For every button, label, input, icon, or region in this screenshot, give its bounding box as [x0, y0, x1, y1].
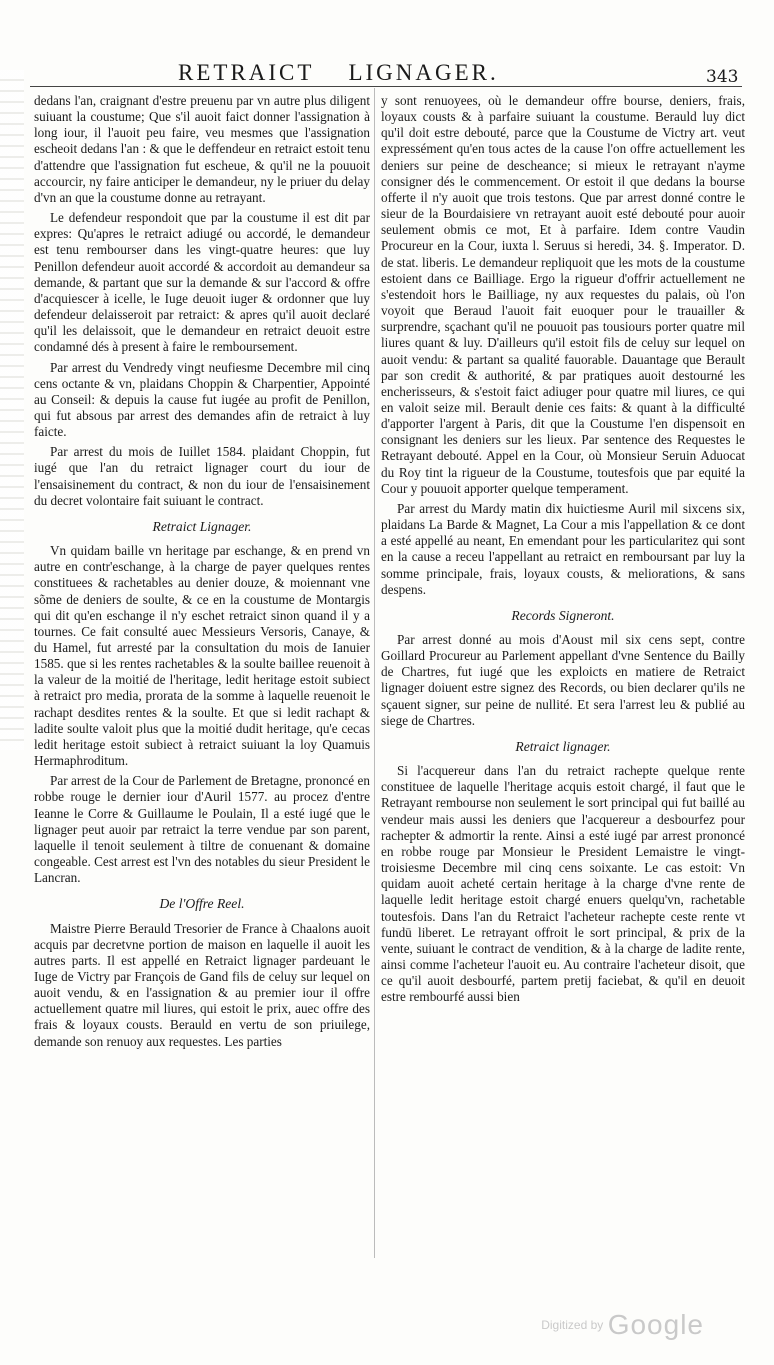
section-heading: Retraict Lignager.	[152, 518, 252, 534]
paragraph: dedans l'an, craignant d'estre preuenu par vn autre plus diligent suiuant la coustume; Que s'il auoit faict donner l'assignation à long iour, il l'auoit peu faire, veu mesmes que l'assignation escheoit dedans l'an : & que le deffendeur en retraict estoit tenu d'attendre que l'assignation fut escheue, & qu'il ne la pouuoit accourcir, ny faire anticiper le demandeur, ny le priuer du delay d'vn an que la coustume donne au retrayant.	[34, 93, 370, 205]
paragraph: Par arrest du Vendredy vingt neufiesme Decembre mil cinq cens octante & vn, plaidans Choppin & Charpentier, Appointé au Conseil: & depuis la cause fut iugée au profit de Penillon, qui fut absous par arrest des demandes afin de retraict à luy faicte.	[34, 359, 370, 440]
google-logo: Google	[607, 1309, 704, 1340]
paragraph: Vn quidam baille vn heritage par eschange, & en prend vn autre en contr'eschange, à la charge de payer quelques rentes constituees & rachetables au denier douze, & moiennant vne sõme de deniers de soulte, & ce en la coustume de Montargis qui dit qu'en eschange il n'y eschet retraict sinon quand il y a tournes. Ce fait consulté auec Messieurs Versoris, Canaye, & du Hamel, fut arresté par la consultation du mois de Ianuier 1585. que si les rentes rachetables & la soulte baillee reuenoit à la valeur de la moitié de l'heritage, ledit heritage estoit subiect à retraict pro media, prorata de la somme à laquelle reuenoit le rachapt desdites rentes & la soulte. Et que si ledit rachapt & ladite soulte valoit plus que la moitié dudit heritage, qu'e cecas ledit heritage estoit subiect à retraict suiuant la loy Quamuis Hermaphroditum.	[34, 543, 370, 769]
paragraph: Par arrest du Mardy matin dix huictiesme Auril mil sixcens six, plaidans La Barde & Magnet, La Cour a mis l'appellation & ce dont a esté appellé au neant, En emendant pour les particularitez qui sont en la cause a receu l'appellant au retraict en remboursant par luy la somme principale, frais, loyaux cousts, & meliorations, & sans despens.	[381, 500, 745, 597]
section-heading: De l'Offre Reel.	[159, 896, 245, 912]
page-number: 343	[706, 67, 739, 87]
paragraph: Par arrest de la Cour de Parlement de Bretagne, prononcé en robbe rouge le dernier iour d'Auril 1577. au procez d'entre Ieanne le Corre & Guillaume le Poulain, Il a esté iugé que le lignager peut auoir par retraict la terre vendue par son parent, laquelle il tenoit seulement à tiltre de conuenant & domaine congeable. Cest arrest est l'vn des notables du sieur President le Lancran.	[34, 773, 370, 886]
paragraph: Par arrest du mois de Iuillet 1584. plaidant Choppin, fut iugé que l'an du retraict lignager court du iour de l'ensaisinement du contract, & non du iour de l'ensaisinement du decret volontaire fait suiuant le contract.	[34, 444, 370, 508]
section-heading: Records Signeront.	[511, 607, 615, 623]
left-column	[34, 93, 370, 1054]
running-header	[178, 60, 499, 86]
paragraph: y sont renuoyees, où le demandeur offre bourse, deniers, frais, loyaux cousts & à parfaire suiuant la coustume. Berauld luy dict qu'il doit estre debouté, parce que la Coustume de Victry art. veut expressément qu'en tous actes de la cause l'on offre actuellement les deniers sur peine de descheance; si mieux le retrayant n'ayme consigner dés le commencement. Or estoit il que dedans la bourse offerte il n'y auoit que trois testons. Que par arrest donné contre le sieur de la Bourdaisiere vn retrayant auoit esté debouté pour auoir seulement obmis ce mot, Et à parfaire. Idem contre Vaudin Procureur en la Cour, iuxta l. Seruus si heredi, 34. §. Imperator. D. de stat. liberis. Le demandeur repliquoit que les mots de la coustume estoient dans ce Bailliage. Ergo la rigueur d'offrir actuellement ne s'estendoit hors le Bailliage, ny aux requestes du palais, où l'on voyoit que Beraud l'auoit fait euoquer pour le trauailler & surprendre, sçachant qu'il ne pouuoit pas tousiours porter quatre mil liures quant & luy. D'ailleurs qu'il estoit fils de celuy sur lequel on auoit vendu: & partant sa qualité fauorable. Dauantage que Berault par son credit & authorité, & par pratiques auoit destourné les encherisseurs, & s'estoit faict adiuger pour quatre mil liures, ce qui en valoit seize mil. Berault denie ces faits: & quant à la difficulté d'apporter l'argent à Paris, dit que la Coustume l'en dispensoit en consignant les deniers sur les lieux. Par sentence des Requestes le Retrayant debouté. Appel en la Cour, où Monsieur Seruin Aduocat du Roy tint la rigueur de la Coustume, toutesfois que par equité la Cour y pouuoit apporter quelque temperament.	[381, 93, 745, 496]
column-gutter	[374, 88, 375, 1258]
paragraph: Par arrest donné au mois d'Aoust mil six cens sept, contre Goillard Procureur au Parlement appellant d'vne Sentence du Bailly de Chartres, fut iugé que les exploicts en matiere de Retraict lignager doiuent estre signez des Records, ou bien declarer qu'ils ne sçauent signer, sur peine de nullité. Et sera l'arrest leu & publié au siege de Chartres.	[381, 632, 745, 728]
paragraph: Si l'acquereur dans l'an du retraict rachepte quelque rente constituee de laquelle l'heritage acquis estoit chargé, il faut que le Retrayant rembourse non seulement le sort principal qui fut baillé au vendeur mais aussi les deniers que l'acquereur a desbourfez pour rachepter & admortir la rente. Ainsi a esté iugé par arrest prononcé en robbe rouge par Monsieur le President Lemaistre le vingt-troisiesme Decembre mil cinq cens soixante. Le cas estoit: Vn quidam auoit acheté certain heritage à la charge d'vne rente de laquelle ledit heritage estoit chargé enuers quelqu'vn, rachetable toutesfois. Dans l'an du Retraict l'acheteur rachepte ceste rente vt fundū liberet. Le retrayant offroit le sort principal, & prix de la vente, suiuant le contract de vendition, & à la charge de ladite rente, ainsi comme l'acheteur l'auoit eu. Au contraire l'acheteur disoit, que ce qu'il auoit desbourfé, partem pretij faciebat, & qu'il en deuoit estre rembourfé aussi bien	[381, 763, 745, 1005]
right-column	[381, 93, 745, 1009]
paragraph: Le defendeur respondoit que par la coustume il est dit par expres: Qu'apres le retraict adiugé ou accordé, le demandeur est tenu rembourser dans les vingt-quatre heures: que luy Penillon defendeur auoit accordé & accordoit au demandeur sa demande, & partant que sur la demande & sur l'accord & offre d'acquiescer à icelle, le Iuge deuoit iuger & ordonner que luy defendeur delaisseroit par retraict: & apres qu'il auoit declaré qu'il les delaissoit, que le demandeur en retraict deuoit estre condamné dés à present à faire le remboursement.	[34, 210, 370, 355]
section-heading: Retraict lignager.	[515, 738, 611, 754]
paragraph: Maistre Pierre Berauld Tresorier de France à Chaalons auoit acquis par decretvne portion de maison en laquelle il auoit les autres parts. Il est appellé en Retraict lignager pardeuant le Iuge de Victry par François de Gand fils de celuy sur lequel on auoit vendu, & en l'assignation & au premier iour il offre actuellement quatre mil liures, qui estoit le prix, auec offre des frais & loyaux cousts. Berauld en vertu de son priuilege, demande son renuoy aux requestes. Les parties	[34, 920, 370, 1049]
header-title-left: RETRAICT	[178, 60, 315, 85]
watermark-prefix: Digitized by	[541, 1318, 604, 1332]
header-title-right: LIGNAGER.	[348, 60, 499, 85]
adjacent-page-edge	[0, 70, 24, 750]
digitized-watermark	[541, 1309, 704, 1341]
header-rule	[30, 86, 742, 87]
